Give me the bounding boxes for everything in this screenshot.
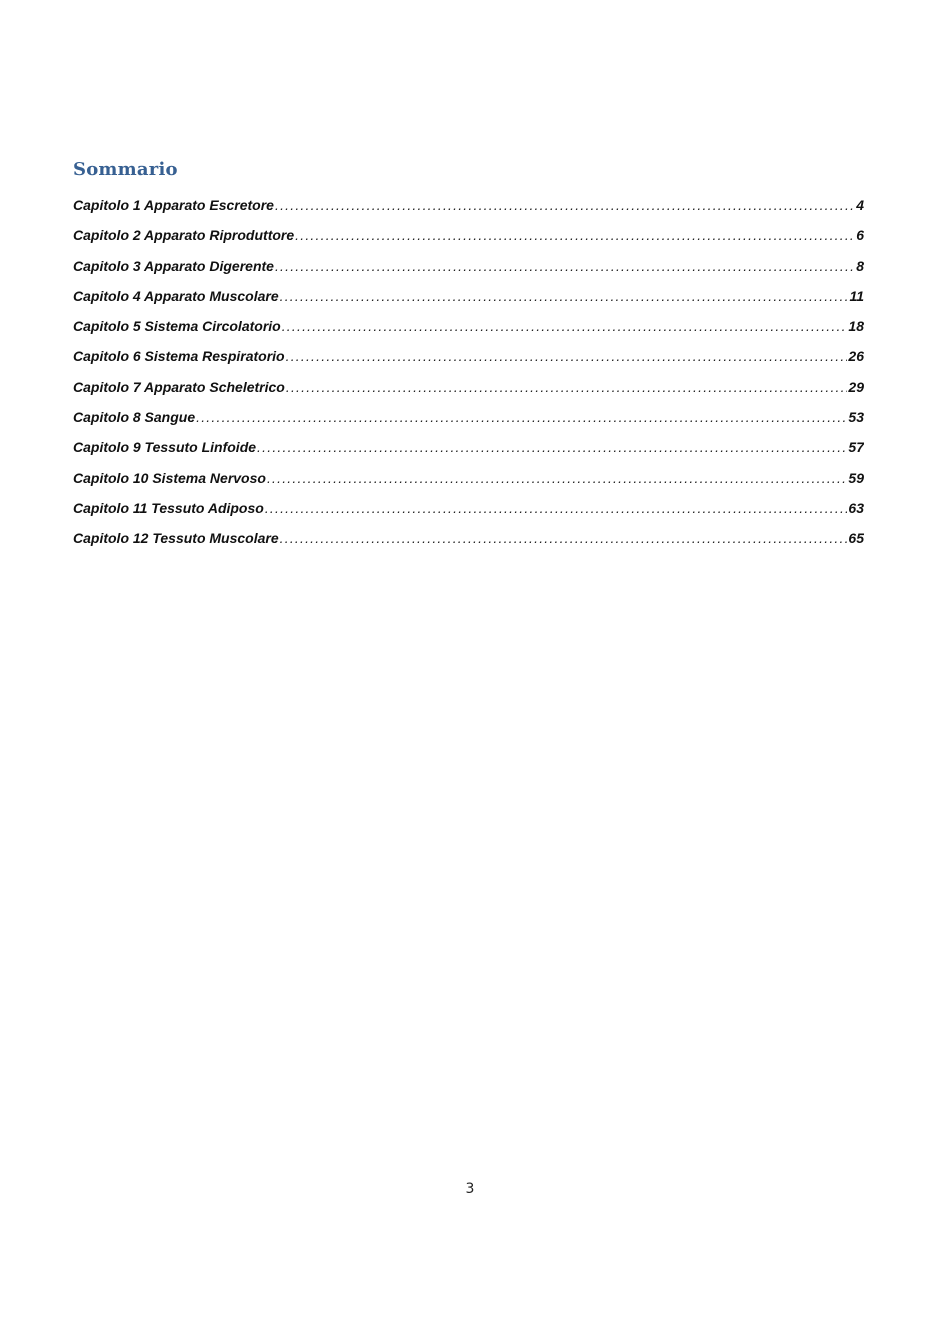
page-number: 3 (465, 1181, 475, 1197)
toc-entry-label: Capitolo 12 Tessuto Muscolare (73, 530, 279, 547)
toc-entry-page: 59 (848, 469, 864, 486)
toc-entry-label: Capitolo 5 Sistema Circolatorio (73, 318, 281, 335)
toc-dot-leader (295, 227, 855, 243)
toc-entry-page: 63 (848, 499, 864, 516)
toc-entry-label: Capitolo 6 Sistema Respiratorio (73, 348, 285, 365)
toc-dot-leader (275, 258, 855, 274)
toc-dot-leader (282, 318, 848, 334)
toc-entry-label: Capitolo 7 Apparato Scheletrico (73, 378, 285, 395)
toc-dot-leader (196, 409, 847, 425)
toc-entry-label: Capitolo 10 Sistema Nervoso (73, 469, 266, 486)
toc-dot-leader (275, 197, 855, 213)
toc-dot-leader (280, 288, 849, 304)
toc-entry-chapter-11[interactable] (73, 500, 864, 530)
toc-entry-label: Capitolo 11 Tessuto Adiposo (73, 499, 264, 516)
toc-entry-chapter-4[interactable] (73, 288, 864, 318)
toc-entry-chapter-8[interactable] (73, 409, 864, 439)
toc-entry-chapter-3[interactable] (73, 258, 864, 288)
toc-entry-page: 29 (848, 378, 864, 395)
toc-entry-chapter-1[interactable] (73, 197, 864, 227)
toc-entry-page: 53 (848, 409, 864, 426)
toc-dot-leader (257, 439, 847, 455)
toc-entry-page: 4 (856, 197, 864, 213)
toc-entry-label: Capitolo 1 Apparato Escretore (73, 197, 274, 213)
toc-entry-label: Capitolo 9 Tessuto Linfoide (73, 439, 257, 456)
toc-entry-chapter-5[interactable] (73, 318, 864, 348)
toc-entry-page: 65 (848, 530, 864, 547)
toc-dot-leader (265, 500, 848, 516)
toc-entry-label: Capitolo 2 Apparato Riproduttore (73, 227, 295, 244)
toc-entry-chapter-2[interactable] (73, 227, 864, 257)
toc-entry-chapter-7[interactable] (73, 379, 864, 409)
toc-entry-page: 11 (849, 287, 864, 304)
toc-entry-label: Capitolo 4 Apparato Muscolare (73, 287, 279, 304)
toc-dot-leader (286, 379, 848, 395)
toc-entry-page: 6 (856, 227, 864, 244)
toc-dot-leader (267, 470, 847, 486)
toc-entry-page: 18 (848, 318, 864, 335)
toc-entry-page: 26 (848, 348, 864, 365)
toc-title: Sommario (73, 159, 178, 180)
toc-entry-chapter-10[interactable] (73, 470, 864, 500)
table-of-contents (73, 197, 864, 561)
toc-entry-label: Capitolo 8 Sangue (73, 409, 196, 426)
toc-entry-label: Capitolo 3 Apparato Digerente (73, 257, 274, 274)
toc-entry-page: 57 (848, 439, 864, 456)
toc-dot-leader (286, 348, 848, 364)
toc-entry-chapter-9[interactable] (73, 439, 864, 469)
toc-dot-leader (280, 530, 848, 546)
toc-entry-chapter-12[interactable] (73, 530, 864, 560)
toc-entry-chapter-6[interactable] (73, 348, 864, 378)
toc-entry-page: 8 (856, 257, 864, 274)
